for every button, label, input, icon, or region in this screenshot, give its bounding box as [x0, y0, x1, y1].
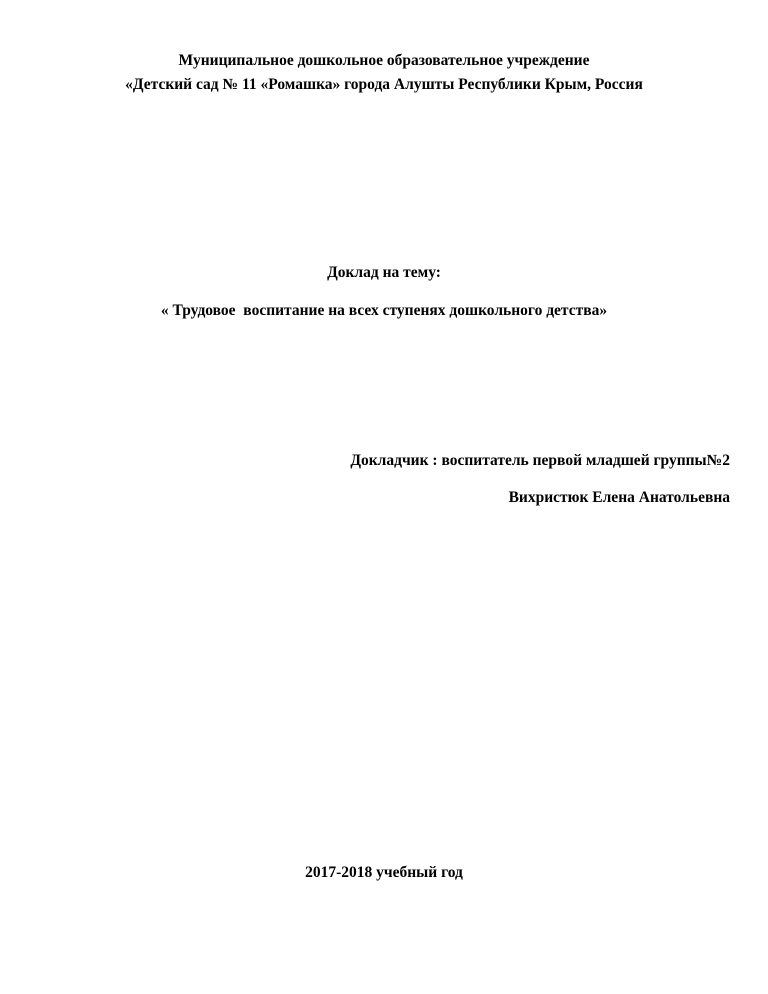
institution-line-2: «Детский сад № 11 «Ромашка» города Алушты Республики Крым, Россия: [125, 76, 643, 93]
report-heading: Доклад на тему:: [327, 264, 441, 281]
academic-year: 2017-2018 учебный год: [305, 864, 463, 881]
speaker-role: Докладчик : воспитатель первой младшей группы№2: [350, 452, 730, 469]
institution-line-1: Муниципальное дошкольное образовательное учреждение: [178, 52, 590, 69]
speaker-name: Вихристюк Елена Анатольевна: [508, 489, 730, 506]
report-topic: « Трудовое воспитание на всех ступенях дошкольного детства»: [160, 302, 608, 319]
